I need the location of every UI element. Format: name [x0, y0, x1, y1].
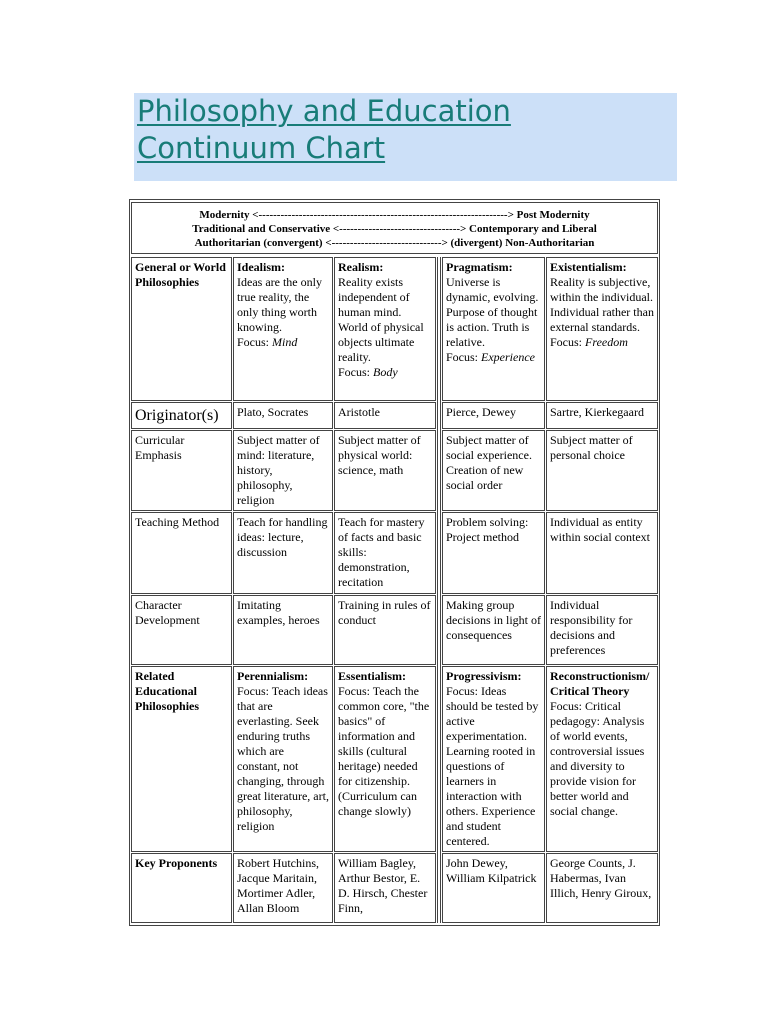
cell-proponents-1: Robert Hutchins, Jacque Maritain, Mortimer Adler, Allan Bloom: [233, 853, 333, 923]
cell-existentialism: Existentialism: Reality is subjective, within the individual. Individual rather than external standards. Focus: Freedom: [546, 257, 658, 401]
row-label-originators: Originator(s): [131, 402, 232, 429]
cell-originator-4: Sartre, Kierkegaard: [546, 402, 658, 429]
cell-character-4: Individual responsibility for decisions and preferences: [546, 595, 658, 665]
cell-proponents-3: John Dewey, William Kilpatrick: [442, 853, 545, 923]
cell-curricular-2: Subject matter of physical world: science, math: [334, 430, 436, 511]
title-line-1: Philosophy and Education: [137, 94, 511, 128]
cell-character-3: Making group decisions in light of consequences: [442, 595, 545, 665]
cell-progressivism: Progressivism: Focus: Ideas should be tested by active experimentation. Learning rooted in questions of learners in interaction with others. Experience and student centered.: [442, 666, 545, 852]
cell-pragmatism: Pragmatism: Universe is dynamic, evolving. Purpose of thought is action. Truth is relative. Focus: Experience: [442, 257, 545, 401]
column-separator: [437, 257, 441, 923]
header-authoritarian: Authoritarian (convergent) <------------------------------> (divergent) Non-Authoritarian: [194, 237, 595, 249]
cell-idealism: Idealism: Ideas are the only true reality, the only thing worth knowing. Focus: Mind: [233, 257, 333, 401]
cell-curricular-3: Subject matter of social experience. Creation of new social order: [442, 430, 545, 511]
row-label-curricular: Curricular Emphasis: [131, 430, 232, 511]
header-modernity: Modernity <--------------------------------------------------------------------> Post Modernity: [199, 209, 590, 221]
cell-teaching-1: Teach for handling ideas: lecture, discussion: [233, 512, 333, 594]
row-label-character: Character Development: [131, 595, 232, 665]
cell-proponents-4: George Counts, J. Habermas, Ivan Illich, Henry Giroux,: [546, 853, 658, 923]
page-title: [137, 93, 511, 167]
title-banner: [134, 93, 677, 181]
cell-teaching-3: Problem solving: Project method: [442, 512, 545, 594]
cell-character-1: Imitating examples, heroes: [233, 595, 333, 665]
header-traditional: Traditional and Conservative <---------------------------------> Contemporary and Liberal: [192, 223, 597, 235]
title-line-2: Continuum Chart: [137, 131, 386, 165]
cell-proponents-2: William Bagley, Arthur Bestor, E. D. Hirsch, Chester Finn,: [334, 853, 436, 923]
cell-essentialism: Essentialism: Focus: Teach the common core, "the basics" of information and skills (cultural heritage) needed for citizenship. (Curriculum can change slowly): [334, 666, 436, 852]
row-label-teaching: Teaching Method: [131, 512, 232, 594]
cell-originator-3: Pierce, Dewey: [442, 402, 545, 429]
row-label-general: General or World Philosophies: [131, 257, 232, 401]
cell-originator-1: Plato, Socrates: [233, 402, 333, 429]
cell-curricular-1: Subject matter of mind: literature, history, philosophy, religion: [233, 430, 333, 511]
cell-reconstructionism: Reconstructionism/ Critical Theory Focus: Critical pedagogy: Analysis of world events, controversial issues and diversity to provide vision for better world and social change.: [546, 666, 658, 852]
cell-originator-2: Aristotle: [334, 402, 436, 429]
row-label-related: Related Educational Philosophies: [131, 666, 232, 852]
cell-teaching-4: Individual as entity within social context: [546, 512, 658, 594]
cell-character-2: Training in rules of conduct: [334, 595, 436, 665]
continuum-header: [131, 202, 658, 254]
cell-perennialism: Perennialism: Focus: Teach ideas that are everlasting. Seek enduring truths which are constant, not changing, through great literature, art, philosophy, religion: [233, 666, 333, 852]
cell-realism: Realism: Reality exists independent of human mind. World of physical objects ultimate reality. Focus: Body: [334, 257, 436, 401]
cell-curricular-4: Subject matter of personal choice: [546, 430, 658, 511]
cell-teaching-2: Teach for mastery of facts and basic skills: demonstration, recitation: [334, 512, 436, 594]
row-label-proponents: Key Proponents: [131, 853, 232, 923]
